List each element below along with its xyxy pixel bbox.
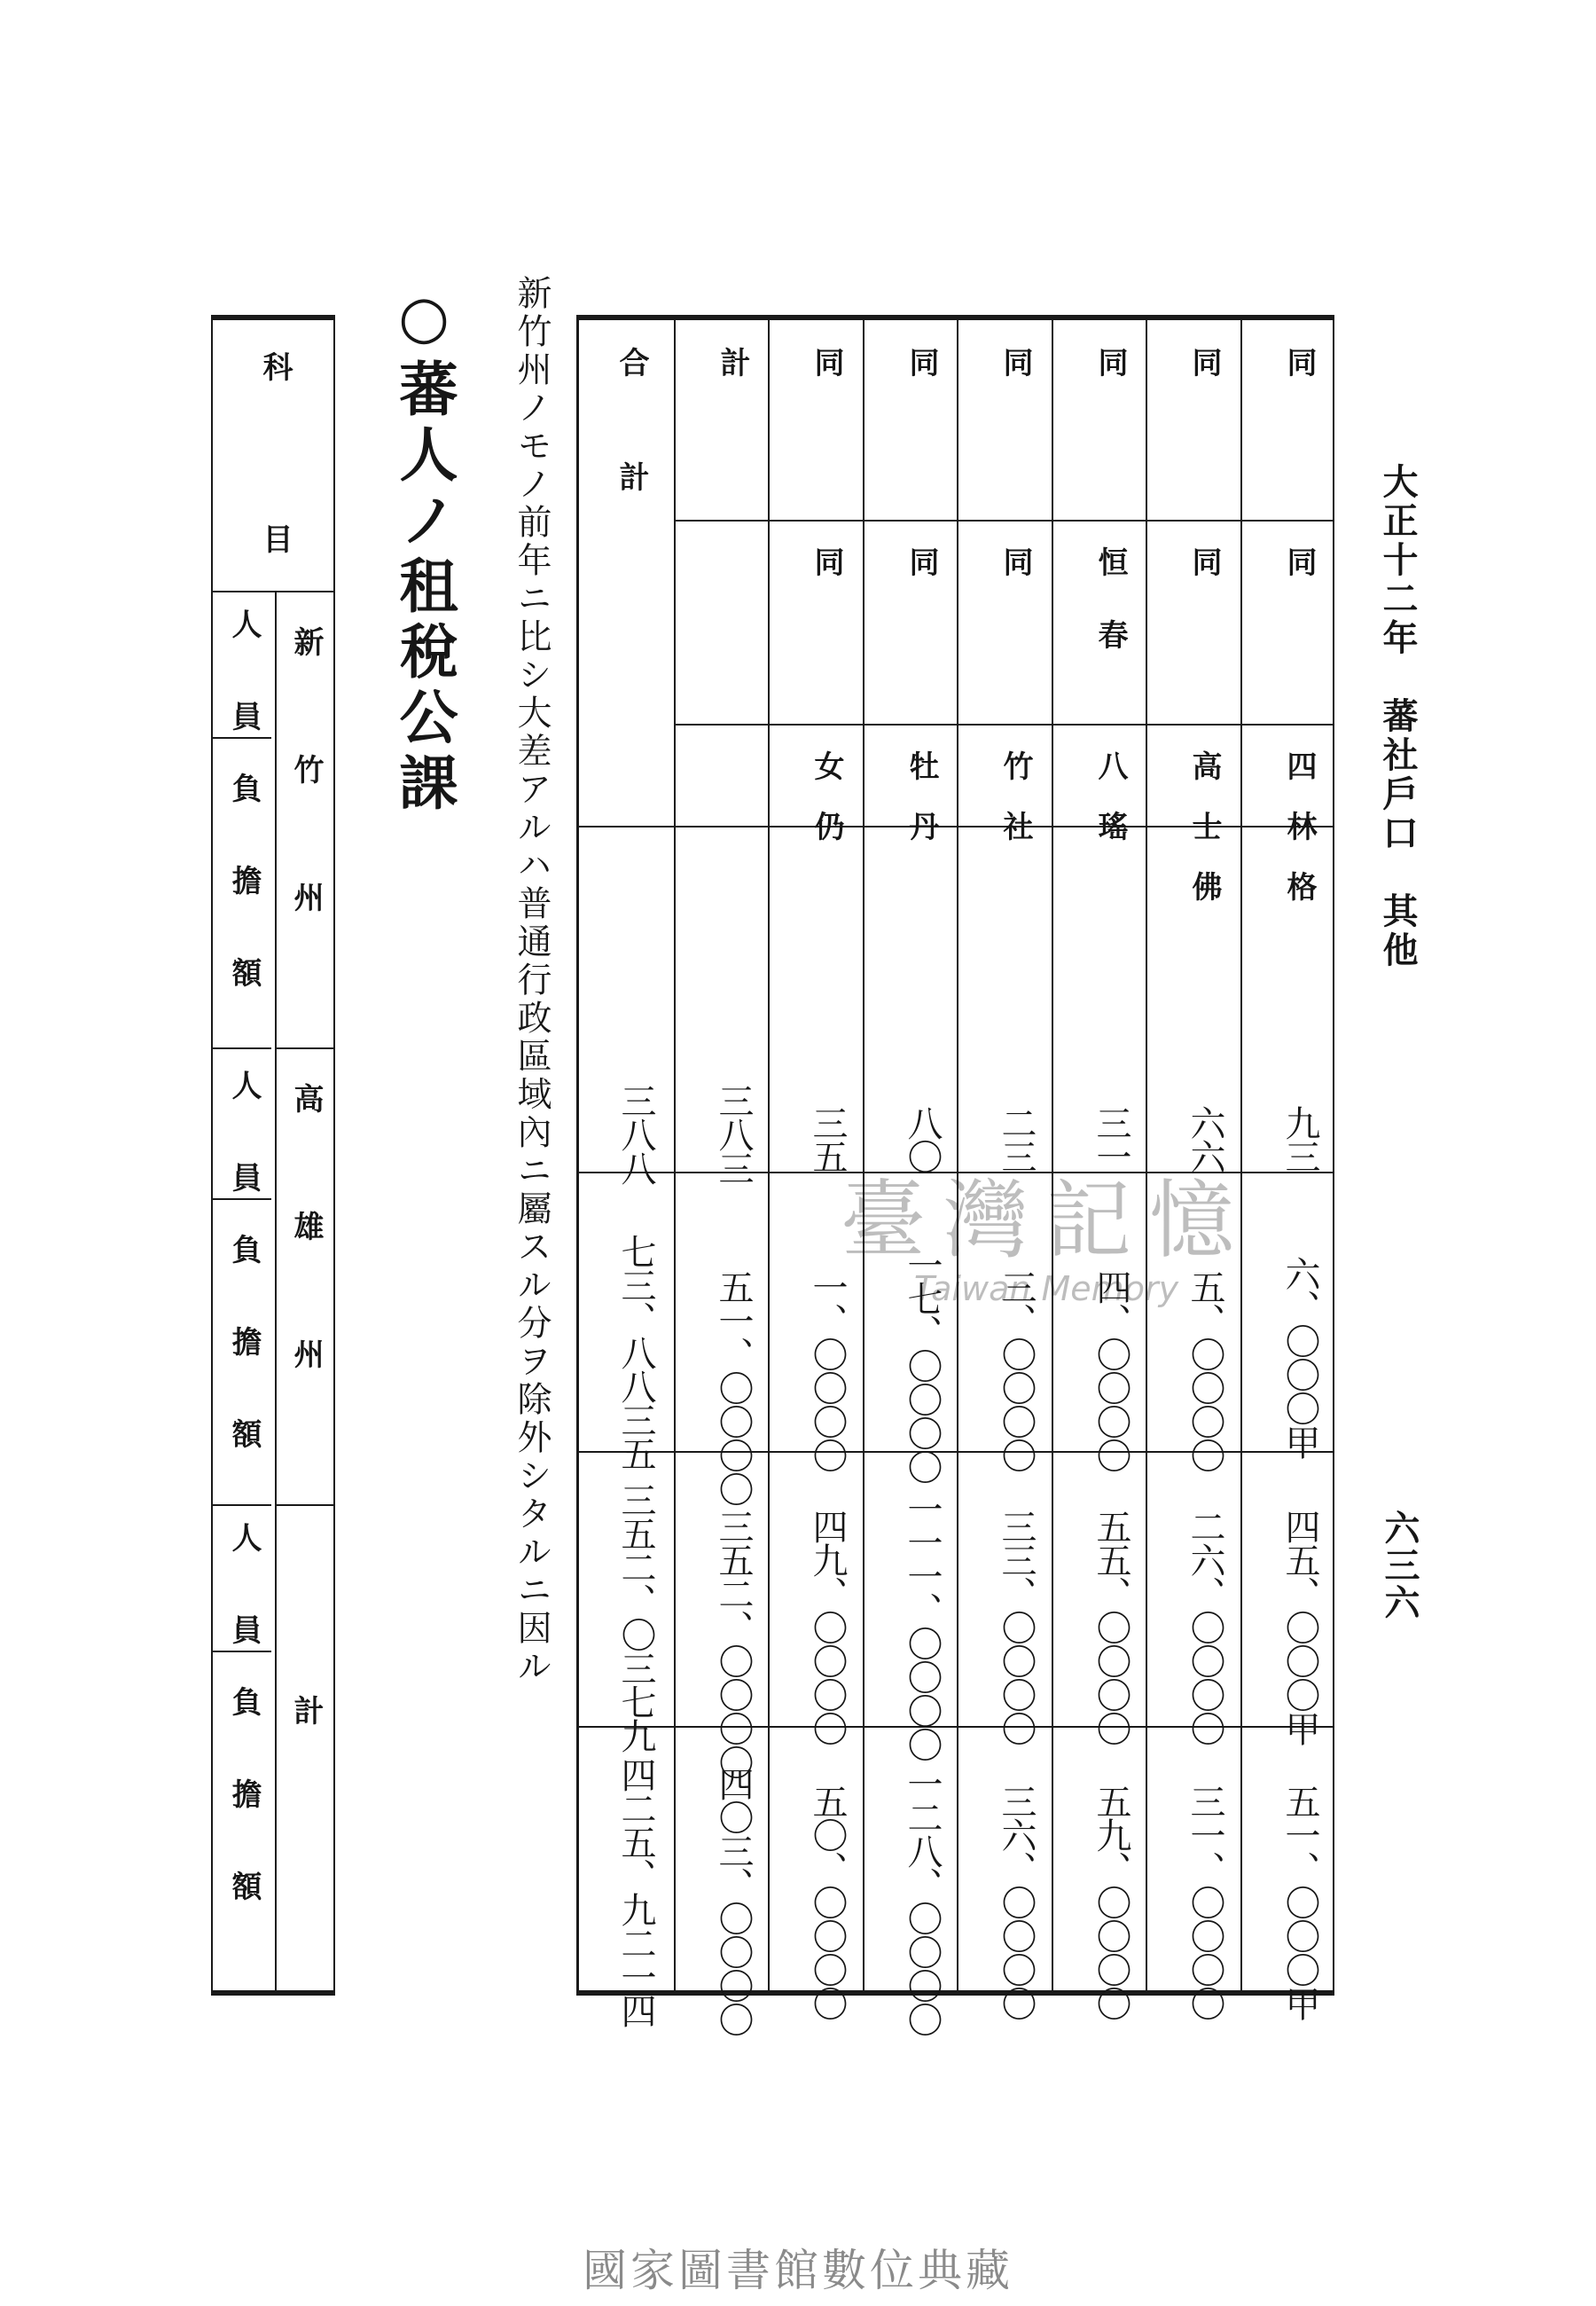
cell-num: 五一、〇〇〇甲 — [1279, 1784, 1320, 2020]
cell-num: 四二五、九二一四 — [615, 1757, 656, 2027]
table-note: 新竹州ノモノ前年ニ比シ大差アルハ普通行政區域內ニ屬スル分ヲ除外シタルニ因ル — [512, 275, 552, 1686]
cell-num: 一二八、〇〇〇〇 — [902, 1766, 943, 2035]
cell-num: 一七、〇〇〇〇 — [902, 1247, 943, 1483]
footer-credit: 國家圖書館數位典藏 — [583, 2245, 1013, 2296]
tax-unit: 高雄州 — [288, 1083, 324, 1466]
watermark-logo: 臺灣記憶 — [841, 1171, 1252, 1270]
cell-name: 牡丹 — [904, 750, 939, 871]
cell-name: 四林格 — [1281, 750, 1317, 931]
tax-unit: 新竹州 — [288, 626, 324, 1009]
cell-num: 三五二、〇三七九 — [615, 1482, 656, 1752]
cell-num: 三五 — [807, 1105, 848, 1173]
cell-num: 三八三 — [713, 1083, 754, 1184]
tax-label: 負擔額 — [226, 1234, 262, 1510]
col-divider — [674, 320, 676, 1990]
cell-head: 同 — [904, 347, 939, 420]
row-divider — [275, 1504, 333, 1506]
tax-label: 負擔額 — [226, 773, 262, 1049]
cell-name: 高士佛 — [1186, 750, 1222, 931]
page-number: 六三六 — [1379, 1510, 1420, 1621]
cell-num: 二三 — [996, 1105, 1037, 1173]
cell-num: 四〇三、〇〇〇〇 — [713, 1766, 754, 2035]
cell-head: 同 — [1186, 347, 1222, 420]
row-divider — [275, 1047, 333, 1049]
tax-label: 人員 — [226, 1522, 262, 1706]
cell-num: 四、〇〇〇〇 — [1091, 1269, 1131, 1471]
label-divider — [674, 724, 1333, 726]
cell-num: 一、〇〇〇〇 — [807, 1269, 848, 1471]
section-heading: ○蕃人ノ租稅公課 — [389, 282, 458, 818]
cell-num: 五、〇〇〇〇 — [1185, 1269, 1225, 1471]
cell-head: 同 — [1281, 546, 1317, 619]
cell-num: 四九、〇〇〇〇 — [807, 1509, 848, 1745]
cell-head: 合計 — [614, 347, 649, 576]
cell-num: 五五、〇〇〇〇 — [1091, 1509, 1131, 1745]
cell-name: 女仍 — [809, 750, 844, 871]
cell-num: 八〇 — [902, 1105, 943, 1173]
cell-head: 同 — [904, 546, 939, 619]
cell-num: 三一、〇〇〇〇 — [1185, 1784, 1225, 2020]
tax-table — [211, 315, 335, 1996]
cell-name: 竹社 — [998, 750, 1033, 871]
tax-label: 負擔額 — [226, 1686, 262, 1963]
running-header: 大正十二年 蕃社戶口 其他 — [1377, 463, 1419, 970]
cell-head: 同 — [1281, 347, 1317, 420]
cell-num: 七三、八八三五 — [615, 1234, 656, 1470]
cell-num: 九三 — [1279, 1105, 1320, 1173]
cell-num: 三一 — [1091, 1105, 1131, 1173]
cell-head: 同 — [998, 546, 1033, 619]
watermark-subtitle: Taiwan Memory — [913, 1269, 1179, 1308]
cell-head: 同 — [1186, 546, 1222, 619]
cell-num: 三五二、〇〇〇〇 — [713, 1509, 754, 1778]
tax-header: 科目 — [257, 351, 293, 695]
cell-head: 計 — [715, 347, 750, 420]
tax-label: 人員 — [226, 1070, 262, 1254]
cell-head: 同 — [809, 546, 844, 619]
cell-num: 三三、〇〇〇〇 — [996, 1509, 1037, 1745]
tax-label: 人員 — [226, 608, 262, 793]
col-divider — [768, 320, 770, 1990]
cell-num: 六六 — [1185, 1105, 1225, 1173]
watermark — [780, 1153, 1312, 1308]
label-divider — [674, 520, 1333, 522]
cell-head: 同 — [1092, 347, 1128, 420]
cell-num: 二六、〇〇〇〇 — [1185, 1509, 1225, 1745]
cell-num: 五〇、〇〇〇〇 — [807, 1784, 848, 2020]
cell-num: 一一一、〇〇〇〇 — [902, 1491, 943, 1761]
cell-name: 八瑤 — [1092, 750, 1128, 871]
cell-num: 五九、〇〇〇〇 — [1091, 1784, 1131, 2020]
col-divider — [275, 591, 277, 1990]
cell-num: 三八八 — [615, 1083, 656, 1184]
cell-num: 六、〇〇〇甲 — [1279, 1256, 1320, 1458]
cell-head: 同 — [998, 347, 1033, 420]
tax-unit: 計 — [288, 1695, 324, 1725]
cell-num: 四五、〇〇〇甲 — [1279, 1509, 1320, 1745]
cell-head: 同 — [809, 347, 844, 420]
cell-num: 五一、〇〇〇〇 — [713, 1269, 754, 1505]
cell-head: 恒春 — [1092, 546, 1128, 692]
cell-num: 三六、〇〇〇〇 — [996, 1784, 1037, 2020]
cell-num: 三、〇〇〇〇 — [996, 1269, 1037, 1471]
